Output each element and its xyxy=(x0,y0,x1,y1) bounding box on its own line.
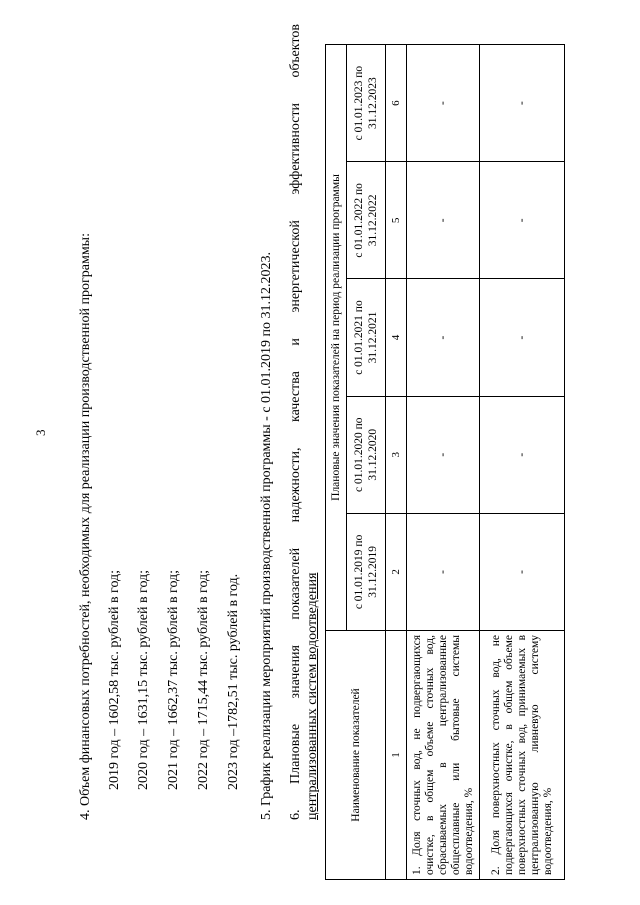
column-number: 6 xyxy=(386,45,407,162)
section6-line2: централизованных систем водоотведения xyxy=(305,572,320,820)
header-period: с 01.01.2021 по 31.12.2021 xyxy=(347,279,386,396)
header-plan-values: Плановые значения показателей на период реализации программы xyxy=(326,45,347,631)
row-value: - xyxy=(407,513,480,630)
section6-word: 6. xyxy=(288,809,303,820)
row-value: - xyxy=(480,279,565,396)
row-value: - xyxy=(407,45,480,162)
header-period: с 01.01.2019 по 31.12.2019 xyxy=(347,513,386,630)
row-value: - xyxy=(407,162,480,279)
row-value: - xyxy=(480,45,565,162)
column-number: 1 xyxy=(386,631,407,880)
row-indicator-name: 1. Доля сточных вод, не подвергающихся очистке, в общем объеме сточных вод, сбрасываемых в централизованные общесплавные или бытовые системы водоотведения, % xyxy=(407,631,480,880)
page-number: 3 xyxy=(33,429,48,436)
header-indicator-name: Наименование показателей xyxy=(326,631,386,880)
header-period: с 01.01.2022 по 31.12.2022 xyxy=(347,162,386,279)
row-indicator-name: 2. Доля поверхностных сточных вод, не подвергающихся очистке, в общем объеме поверхностных сточных вод, принимаемых в централизованную ливневую систему водоотведения, % xyxy=(480,631,565,880)
section4-heading: 4. Объем финансовых потребностей, необходимых для реализации производственной программы: xyxy=(78,233,93,820)
column-number: 4 xyxy=(386,279,407,396)
section6-word: качества xyxy=(288,371,303,422)
row-value: - xyxy=(480,162,565,279)
column-number-row xyxy=(386,45,407,880)
year-line-2019: 2019 год – 1602,58 тыс. рублей в год; xyxy=(107,569,122,790)
section6-word: объектов xyxy=(288,24,303,78)
section6-heading xyxy=(287,24,321,820)
column-number: 5 xyxy=(386,162,407,279)
section5-text: 5. График реализации мероприятий производственной программы - с 01.01.2019 по 31.12.2023. xyxy=(259,251,274,820)
table-row xyxy=(480,45,565,880)
table-row xyxy=(407,45,480,880)
year-line-2023: 2023 год –1782,51 тыс. рублей в год. xyxy=(226,573,241,790)
header-period: с 01.01.2020 по 31.12.2020 xyxy=(347,396,386,513)
row-value: - xyxy=(407,396,480,513)
section6-word: показателей xyxy=(288,547,303,620)
column-number: 3 xyxy=(386,396,407,513)
section6-word: значения xyxy=(288,645,303,699)
header-period: с 01.01.2023 по 31.12.2023 xyxy=(347,45,386,162)
indicators-table xyxy=(325,44,565,880)
section6-word: эффективности xyxy=(288,102,303,195)
year-line-2020: 2020 год – 1631,15 тыс. рублей в год; xyxy=(136,569,151,790)
row-value: - xyxy=(480,513,565,630)
row-value: - xyxy=(480,396,565,513)
section6-word: Плановые xyxy=(288,723,303,784)
column-number: 2 xyxy=(386,513,407,630)
year-line-2021: 2021 год – 1662,37 тыс. рублей в год; xyxy=(166,569,181,790)
section6-word: надежности, xyxy=(288,447,303,523)
row-value: - xyxy=(407,279,480,396)
section6-line1 xyxy=(287,24,304,820)
year-line-2022: 2022 год – 1715,44 тыс. рублей в год; xyxy=(196,569,211,790)
section6-word: и xyxy=(288,338,303,346)
section6-word: энергетической xyxy=(288,220,303,313)
rotated-page xyxy=(30,20,610,880)
